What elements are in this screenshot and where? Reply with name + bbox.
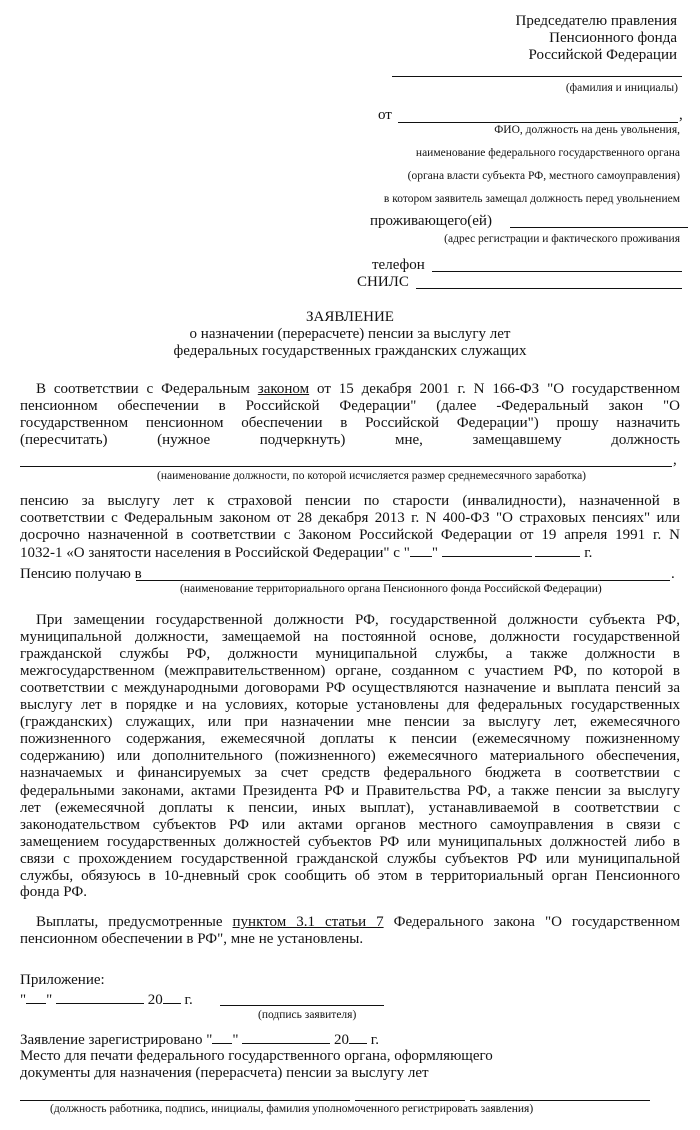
para2-line: замещением государственных должностей субъектов РФ или муниципальных должностей либо в	[20, 834, 680, 850]
start-day-field[interactable]	[410, 544, 432, 557]
para2-line: содержанию) или дополнительного (пожизненного) ежемесячного материального обеспечения,	[20, 748, 680, 764]
para3-line2: пенсионном обеспечении в РФ", мне не установлены.	[20, 931, 364, 947]
attachment-label: Приложение:	[20, 972, 105, 988]
stamp-place-line1: Место для печати федерального государственного органа, оформляющего	[20, 1048, 493, 1064]
para2-line: соответствии с международными договорами РФ осуществляются назначение и выплата пенсий за	[20, 680, 680, 696]
reg-year-field[interactable]	[349, 1031, 367, 1044]
document-subtitle-2: федеральных государственных гражданских служащих	[173, 343, 527, 359]
article-link[interactable]: пунктом 3.1 статьи 7	[232, 914, 384, 930]
para2-line: службы, обязуюсь в 10-дневный срок сообщить об этом в территориальный орган Пенсионного	[20, 868, 680, 884]
document-subtitle-1: о назначении (перерасчете) пенсии за выслугу лет	[189, 326, 511, 342]
phone-label: телефон	[372, 257, 425, 273]
addressee-line1: Председателю правления	[515, 13, 677, 29]
phone-field[interactable]	[432, 271, 682, 272]
para2-line: межгосударственном (межправительственном) органе, созданном с участием РФ, по которой в	[20, 663, 680, 679]
para2-line: пожизненного содержания, ежемесячной доплаты к пенсии (ежемесячному пожизненному	[20, 731, 680, 747]
para2-line: федеральными законами, актами Президента РФ и Правительства РФ, а также пенсии за выслугу	[20, 783, 680, 799]
reg-month-field[interactable]	[242, 1031, 330, 1044]
registered-line: Заявление зарегистрировано " " 20 г.	[20, 1032, 379, 1048]
para2-line: При замещении государственной должности РФ, государственной должности субъекта РФ,	[36, 612, 680, 628]
para3-line1: Выплаты, предусмотренные пунктом 3.1 статьи 7 Федерального закона "О государственном	[36, 914, 680, 930]
official-signature-field[interactable]	[355, 1100, 465, 1101]
para2-line: (гражданских) служащих, или при назначении мне пенсии за выслугу лет, ежемесячного	[20, 714, 680, 730]
from-field[interactable]	[398, 122, 678, 123]
para1-line9: 1032-1 «О занятости населения в Российской Федерации" с " " г.	[20, 545, 593, 561]
application-date-line: " " 20 г.	[20, 992, 193, 1008]
snils-field[interactable]	[416, 288, 682, 289]
snils-label: СНИЛС	[357, 274, 409, 290]
start-month-field[interactable]	[442, 544, 532, 557]
para1-line6: пенсию за выслугу лет к страховой пенсии по старости (инвалидности), назначенной в	[20, 493, 680, 509]
para1-line10-end: .	[671, 566, 675, 582]
official-name-field[interactable]	[470, 1100, 650, 1101]
document-title: ЗАЯВЛЕНИЕ	[306, 309, 394, 325]
addressee-line2: Пенсионного фонда	[549, 30, 677, 46]
para1-line1: В соответствии с Федеральным законом от 15 декабря 2001 г. N 166-ФЗ "О государственном	[36, 381, 680, 397]
date-day-field[interactable]	[26, 991, 46, 1004]
residence-field[interactable]	[510, 227, 688, 228]
para1-line10-label: Пенсию получаю в	[20, 566, 142, 582]
from-label: от	[378, 107, 392, 123]
residence-hint: (адрес регистрации и фактического проживания	[444, 233, 680, 245]
signature-hint: (подпись заявителя)	[258, 1009, 357, 1021]
applicant-signature-field[interactable]	[220, 1005, 384, 1006]
para1-line3: государственном пенсионном обеспечении в Российской Федерации") прошу назначить	[20, 415, 680, 431]
stamp-place-line2: документы для назначения (перерасчета) пенсии за выслугу лет	[20, 1065, 429, 1081]
from-hint-4: в котором заявитель замещал должность перед увольнением	[383, 193, 680, 205]
para1-line5-end: ,	[673, 452, 677, 468]
from-comma: ,	[679, 107, 683, 123]
para2-line: муниципальной должности, замещаемой на постоянной основе, должности государственной	[20, 629, 680, 645]
para1-line8: досрочно назначенной в соответствии с Законом Российской Федерации от 19 апреля 1991 г. N	[20, 527, 680, 543]
para1-line4: (пересчитать) (нужное подчеркнуть) мне, замещавшему должность	[20, 432, 680, 448]
addressee-line3: Российской Федерации	[528, 47, 677, 63]
from-hint-1: ФИО, должность на день увольнения,	[494, 124, 680, 136]
para2-line: гражданской службы РФ, должности муниципальной службы, а также должности в	[20, 646, 680, 662]
para2-last-line: фонда РФ.	[20, 884, 87, 900]
para2-line: законодательством субъектов РФ или актами органов местного самоуправления в связи с	[20, 817, 680, 833]
pension-office-hint: (наименование территориального органа Пенсионного фонда Российской Федерации)	[180, 583, 602, 595]
para1-line2: пенсионном обеспечении в Российской Федерации" (далее -Федеральный закон "О	[20, 398, 680, 414]
position-field[interactable]	[20, 466, 672, 467]
para2-line: выслугу лет в порядке и на условиях, которые установлены для федеральных государственных	[20, 697, 680, 713]
law-link[interactable]: законом	[257, 381, 310, 397]
position-hint: (наименование должности, по которой исчисляется размер среднемесячного заработка)	[157, 470, 587, 482]
para2-line: назначаемых и финансируемых за счет средств федерального бюджета в соответствии с	[20, 765, 680, 781]
para2-line: лет (ежемесячной доплаты к пенсии, иных выплат), устанавливаемой в соответствии с	[20, 800, 680, 816]
date-year-field[interactable]	[163, 991, 181, 1004]
addressee-name-field[interactable]	[392, 76, 682, 77]
residence-label: проживающего(ей)	[370, 213, 492, 229]
para2-line: связи с прохождением государственной гражданской службы субъектов РФ или муниципальной	[20, 851, 680, 867]
addressee-name-hint: (фамилия и инициалы)	[565, 82, 678, 94]
pension-office-field[interactable]	[136, 580, 670, 581]
official-position-field[interactable]	[20, 1100, 350, 1101]
date-month-field[interactable]	[56, 991, 144, 1004]
official-hint: (должность работника, подпись, инициалы, фамилия уполномоченного регистрировать заявления)	[50, 1103, 534, 1115]
start-year-field[interactable]	[535, 544, 580, 557]
para1-line7: соответствии с Федеральным законом от 28 декабря 2013 г. N 400-ФЗ "О страховых пенсиях" или	[20, 510, 680, 526]
from-hint-3: (органа власти субъекта РФ, местного самоуправления)	[407, 170, 680, 182]
reg-day-field[interactable]	[212, 1031, 232, 1044]
from-hint-2: наименование федерального государственного органа	[415, 147, 680, 159]
